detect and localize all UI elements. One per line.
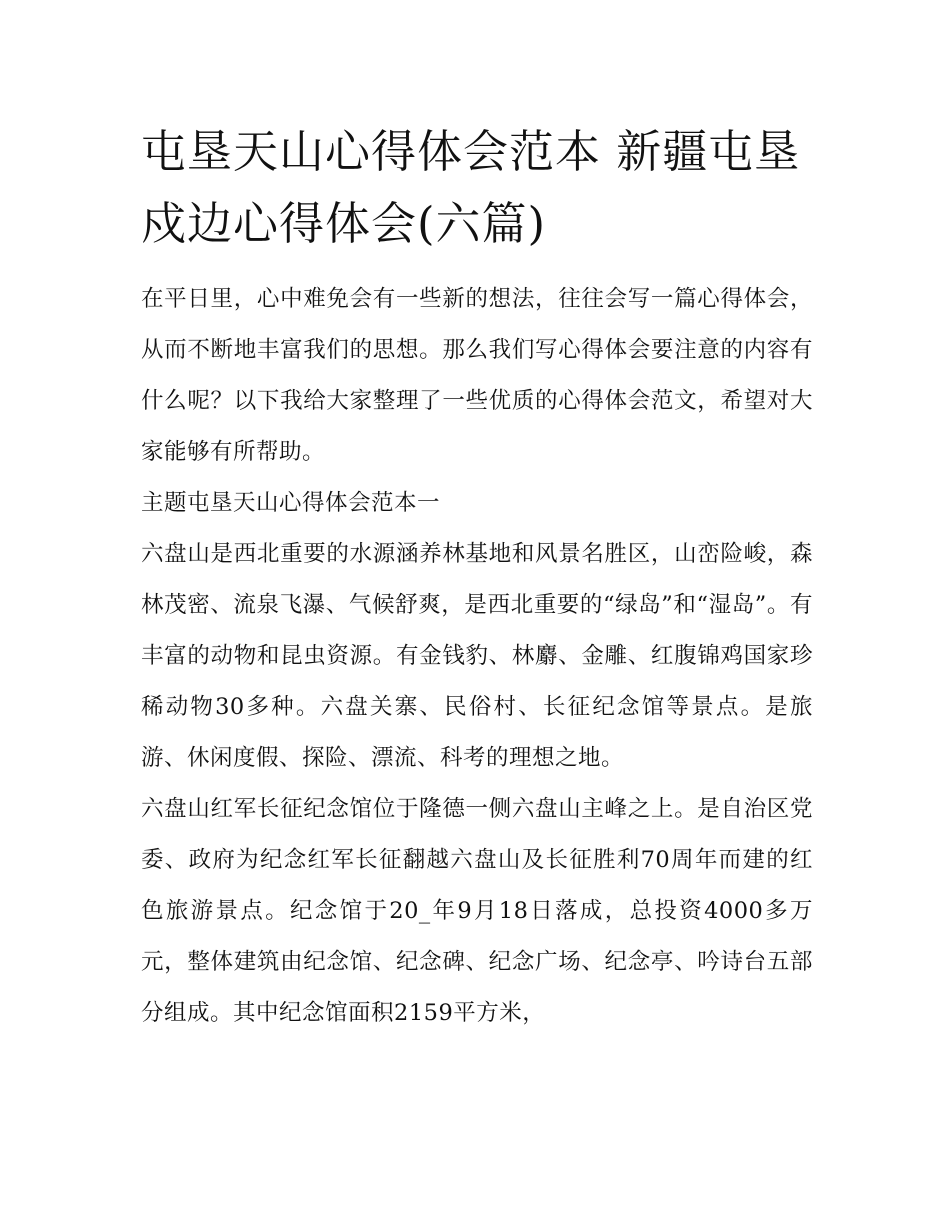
body-paragraph-liupanshan: 六盘山是西北重要的水源涵养林基地和风景名胜区，山峦险峻，森林茂密、流泉飞瀑、气候舒爽，是西北重要的“绿岛”和“湿岛”。有丰富的动物和昆虫资源。有金钱豹、林麝、金雕、红腹锦鸡国家珍稀动物30多种。六盘关寨、民俗村、长征纪念馆等景点。是旅游、休闲度假、探险、漂流、科考的理想之地。 bbox=[141, 541, 813, 771]
body-paragraph-memorial: 六盘山红军长征纪念馆位于隆德一侧六盘山主峰之上。是自治区党委、政府为纪念红军长征翻越六盘山及长征胜利70周年而建的红色旅游景点。纪念馆于20_年9月18日落成，总投资4000多万元，整体建筑由纪念馆、纪念碑、纪念广场、纪念亭、吟诗台五部分组成。其中纪念馆面积2159平方米， bbox=[141, 796, 813, 1026]
document-page bbox=[141, 116, 813, 1039]
intro-paragraph: 在平日里，心中难免会有一些新的想法，往往会写一篇心得体会，从而不断地丰富我们的思想。那么我们写心得体会要注意的内容有什么呢？以下我给大家整理了一些优质的心得体会范文，希望对大家能够有所帮助。 bbox=[141, 286, 813, 465]
document-title: 屯垦天山心得体会范本 新疆屯垦戍边心得体会(六篇) bbox=[141, 125, 801, 250]
section-heading: 主题屯垦天山心得体会范本一 bbox=[141, 490, 441, 516]
